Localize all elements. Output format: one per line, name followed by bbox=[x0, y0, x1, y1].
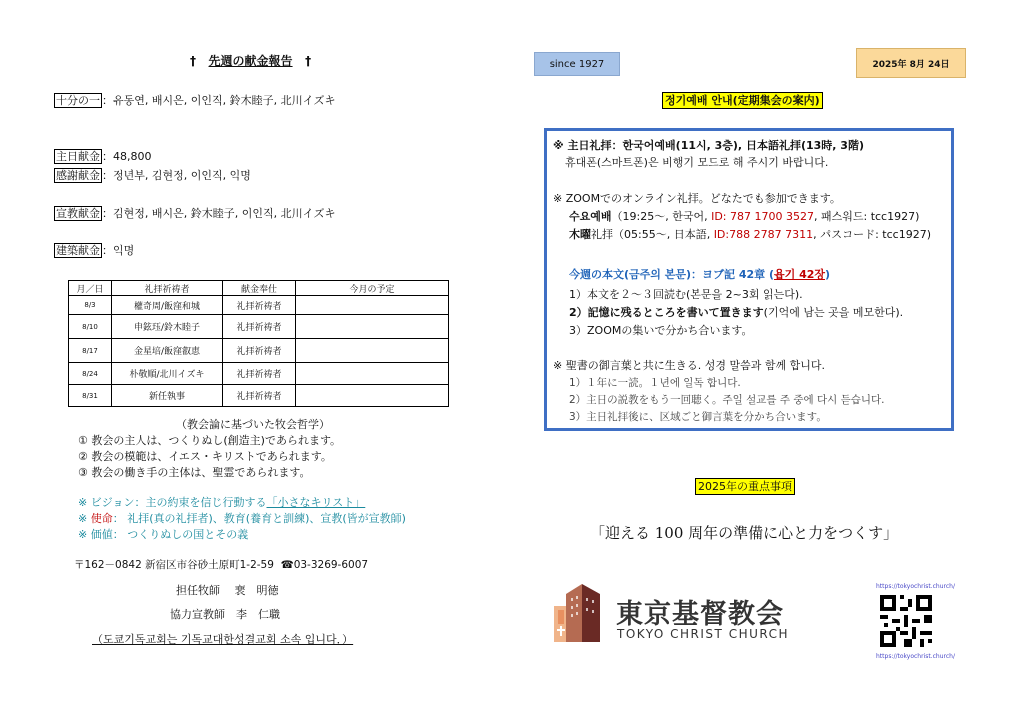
bible-living-line: ※ 聖書の御言葉と共に生きる. 성경 말씀과 함께 합니다. bbox=[553, 359, 825, 372]
table-row bbox=[69, 385, 449, 407]
vision-line bbox=[78, 494, 365, 510]
philosophy-title: （教会論に基づいた牧会哲学） bbox=[176, 418, 330, 431]
priority-title bbox=[695, 478, 795, 494]
row-date: 8/17 bbox=[69, 339, 112, 363]
philosophy-item: ③ 教会の働き手の主体は、聖霊であられます。 bbox=[78, 466, 311, 479]
step-3: 3）ZOOMの集いで分かち合います。 bbox=[569, 324, 753, 337]
goal-2: 2）主日の説教をもう一回聴く。주일 설교를 주 중에 다시 듣습니다. bbox=[569, 394, 885, 406]
phone-number: 03-3269-6007 bbox=[293, 559, 369, 571]
mission-names: ：김현정, 배시은, 鈴木睦子, 이인직, 北川イズキ bbox=[102, 207, 336, 220]
worship-guide-title bbox=[662, 92, 823, 108]
scripture-title-line bbox=[569, 266, 830, 282]
priority-title-text: 2025年の重点事項 bbox=[695, 478, 795, 495]
qr-code-icon bbox=[880, 595, 932, 647]
sunday-offering-row bbox=[54, 148, 152, 164]
scripture-title: 今週の本文(금주의 본문)：ヨブ記 42章 ( bbox=[569, 268, 775, 281]
sunday-worship-label: ※ 主日礼拝： bbox=[553, 139, 623, 152]
schedule-header bbox=[69, 281, 449, 296]
row-plan bbox=[296, 339, 449, 363]
row-prayer: 金星培/飯窪叡恵 bbox=[112, 339, 223, 363]
row-offering: 礼拝祈祷者 bbox=[223, 296, 296, 315]
mission-prefix: ※ bbox=[78, 512, 91, 525]
header-date: 月／日 bbox=[69, 281, 112, 296]
row-prayer: 權奇周/飯窪和城 bbox=[112, 296, 223, 315]
thursday-pw: , パスコード: tcc1927) bbox=[813, 228, 931, 241]
row-date: 8/24 bbox=[69, 363, 112, 385]
offering-report-title bbox=[190, 52, 311, 69]
vision-highlight: 「小さなキリスト」 bbox=[266, 496, 366, 509]
address-line bbox=[74, 557, 368, 572]
table-row bbox=[69, 363, 449, 385]
table-row bbox=[69, 315, 449, 339]
pastor: 担任牧師 裵 明徳 bbox=[176, 584, 279, 597]
logo-en: TOKYO CHRIST CHURCH bbox=[617, 627, 790, 641]
header-plan: 今月の予定 bbox=[296, 281, 449, 296]
worship-title-text: 정기예배 안내(定期集会の案内) bbox=[662, 92, 823, 109]
zoom-notice: ※ ZOOMでのオンライン礼拝。どなたでも参加できます。 bbox=[553, 192, 841, 205]
row-plan bbox=[296, 385, 449, 407]
worship-info-box bbox=[544, 128, 954, 431]
goal-3: 3）主日礼拝後に、区域ごと御言葉を分かち合います。 bbox=[569, 411, 827, 423]
philosophy-item: ② 教会の模範は、イエス・キリストであられます。 bbox=[78, 450, 332, 463]
header-offering: 献金奉仕 bbox=[223, 281, 296, 296]
sunday-label: 主日献金 bbox=[56, 150, 100, 163]
affiliation: （도쿄기독교회는 기독교대한성결교회 소속 입니다．） bbox=[92, 633, 354, 646]
row-date: 8/10 bbox=[69, 315, 112, 339]
tithe-names: ：유동연, 배시은, 이인직, 鈴木睦子, 北川イズキ bbox=[102, 94, 336, 107]
address: 〒162－0842 新宿区市谷砂土原町1-2-59 bbox=[74, 559, 274, 571]
scripture-title-kr: 욥기 42장 bbox=[774, 268, 826, 281]
vision-label: ※ ビジョン：主の約束を信じ行動する bbox=[78, 496, 267, 509]
mission-text: ： 礼拝(真の礼拝者)、教育(養育と訓練)、宣教(皆が宣教師) bbox=[112, 512, 406, 525]
table-row bbox=[69, 296, 449, 315]
thanks-names: ：정년부, 김현정, 이인직, 익명 bbox=[102, 169, 251, 182]
thursday-label: 木曜 bbox=[569, 228, 591, 241]
scripture-title-end: ) bbox=[825, 268, 831, 281]
sunday-worship-times: 한국어예배(11시, 3층), 日本語礼拝(13時, 3階) bbox=[622, 139, 864, 152]
value-line: ※ 価値： つくりぬしの国とその義 bbox=[78, 528, 249, 541]
thursday-worship-line bbox=[569, 226, 931, 242]
row-plan bbox=[296, 315, 449, 339]
step-2-kr: (기억에 남는 곳을 메모한다). bbox=[763, 306, 904, 319]
row-offering: 礼拝祈祷者 bbox=[223, 315, 296, 339]
qr-code-block bbox=[866, 583, 955, 663]
row-prayer: 申鉉珏/鈴木睦子 bbox=[112, 315, 223, 339]
mission-offering-row bbox=[54, 205, 336, 221]
wednesday-label: 수요예배 bbox=[569, 210, 612, 223]
cross-left: † bbox=[190, 54, 196, 68]
step-1: 1）本文を２～３回読む(본문을 2~3회 읽는다). bbox=[569, 288, 803, 301]
wednesday-id: ID: 787 1700 3527 bbox=[711, 210, 814, 223]
wednesday-time: （19:25～, 한국어, bbox=[611, 210, 712, 223]
row-date: 8/3 bbox=[69, 296, 112, 315]
mission-word: 使命 bbox=[90, 512, 113, 525]
row-prayer: 朴敬順/北川イズキ bbox=[112, 363, 223, 385]
row-offering: 礼拝祈祷者 bbox=[223, 385, 296, 407]
philosophy-item: ① 教会の主人は、つくりぬし(創造主)であられます。 bbox=[78, 434, 342, 447]
row-offering: 礼拝祈祷者 bbox=[223, 363, 296, 385]
cross-right: † bbox=[305, 54, 312, 68]
tithe-row bbox=[54, 92, 336, 108]
row-plan bbox=[296, 363, 449, 385]
thursday-time: 礼拝（05:55～, 日本語, bbox=[591, 228, 714, 241]
thanks-label: 感謝献金 bbox=[56, 169, 100, 182]
row-plan bbox=[296, 296, 449, 315]
step-2 bbox=[569, 304, 903, 320]
building-offering-row bbox=[54, 242, 134, 258]
mission-label: 宣教献金 bbox=[56, 207, 100, 220]
phone-icon: ☎ bbox=[280, 559, 294, 571]
qr-url-bottom: https://tokyochrist.church/ bbox=[876, 653, 955, 660]
sunday-amount: ：48,800 bbox=[102, 150, 152, 163]
table-row bbox=[69, 339, 449, 363]
tithe-label: 十分の一 bbox=[56, 94, 100, 107]
sunday-worship-line bbox=[553, 137, 864, 153]
wednesday-pw: , 패스워드: tcc1927) bbox=[814, 210, 920, 223]
phone-mode-notice: 휴대폰(스마트폰)은 비행기 모드로 해 주시기 바랍니다. bbox=[565, 156, 829, 169]
since-badge: since 1927 bbox=[534, 52, 620, 76]
logo-jp: 東京基督教会 bbox=[616, 599, 784, 630]
row-offering: 礼拝祈祷者 bbox=[223, 339, 296, 363]
row-date: 8/31 bbox=[69, 385, 112, 407]
slogan: 「迎える 100 周年の準備に心と力をつくす」 bbox=[590, 524, 899, 542]
qr-url-top: https://tokyochrist.church/ bbox=[876, 583, 955, 590]
thursday-id: ID:788 2787 7311 bbox=[713, 228, 814, 241]
schedule-table bbox=[68, 280, 449, 407]
row-prayer: 新任執事 bbox=[112, 385, 223, 407]
step-2-bold: 2）記憶に残るところを書いて置きます bbox=[569, 306, 764, 319]
building-label: 建築献金 bbox=[56, 244, 100, 257]
missionary: 協力宣教師 李 仁職 bbox=[170, 608, 280, 621]
header-prayer: 礼拝祈祷者 bbox=[112, 281, 223, 296]
building-names: ：익명 bbox=[102, 244, 135, 257]
goal-1: 1）１年に一読。１년에 일독 합니다. bbox=[569, 377, 741, 389]
thanks-offering-row bbox=[54, 167, 251, 183]
date-badge: 2025年 8月 24日 bbox=[856, 48, 966, 78]
title-text: 先週の献金報告 bbox=[208, 54, 293, 68]
wednesday-worship-line bbox=[569, 208, 919, 224]
mission-line bbox=[78, 510, 406, 526]
church-building-icon bbox=[552, 582, 604, 642]
